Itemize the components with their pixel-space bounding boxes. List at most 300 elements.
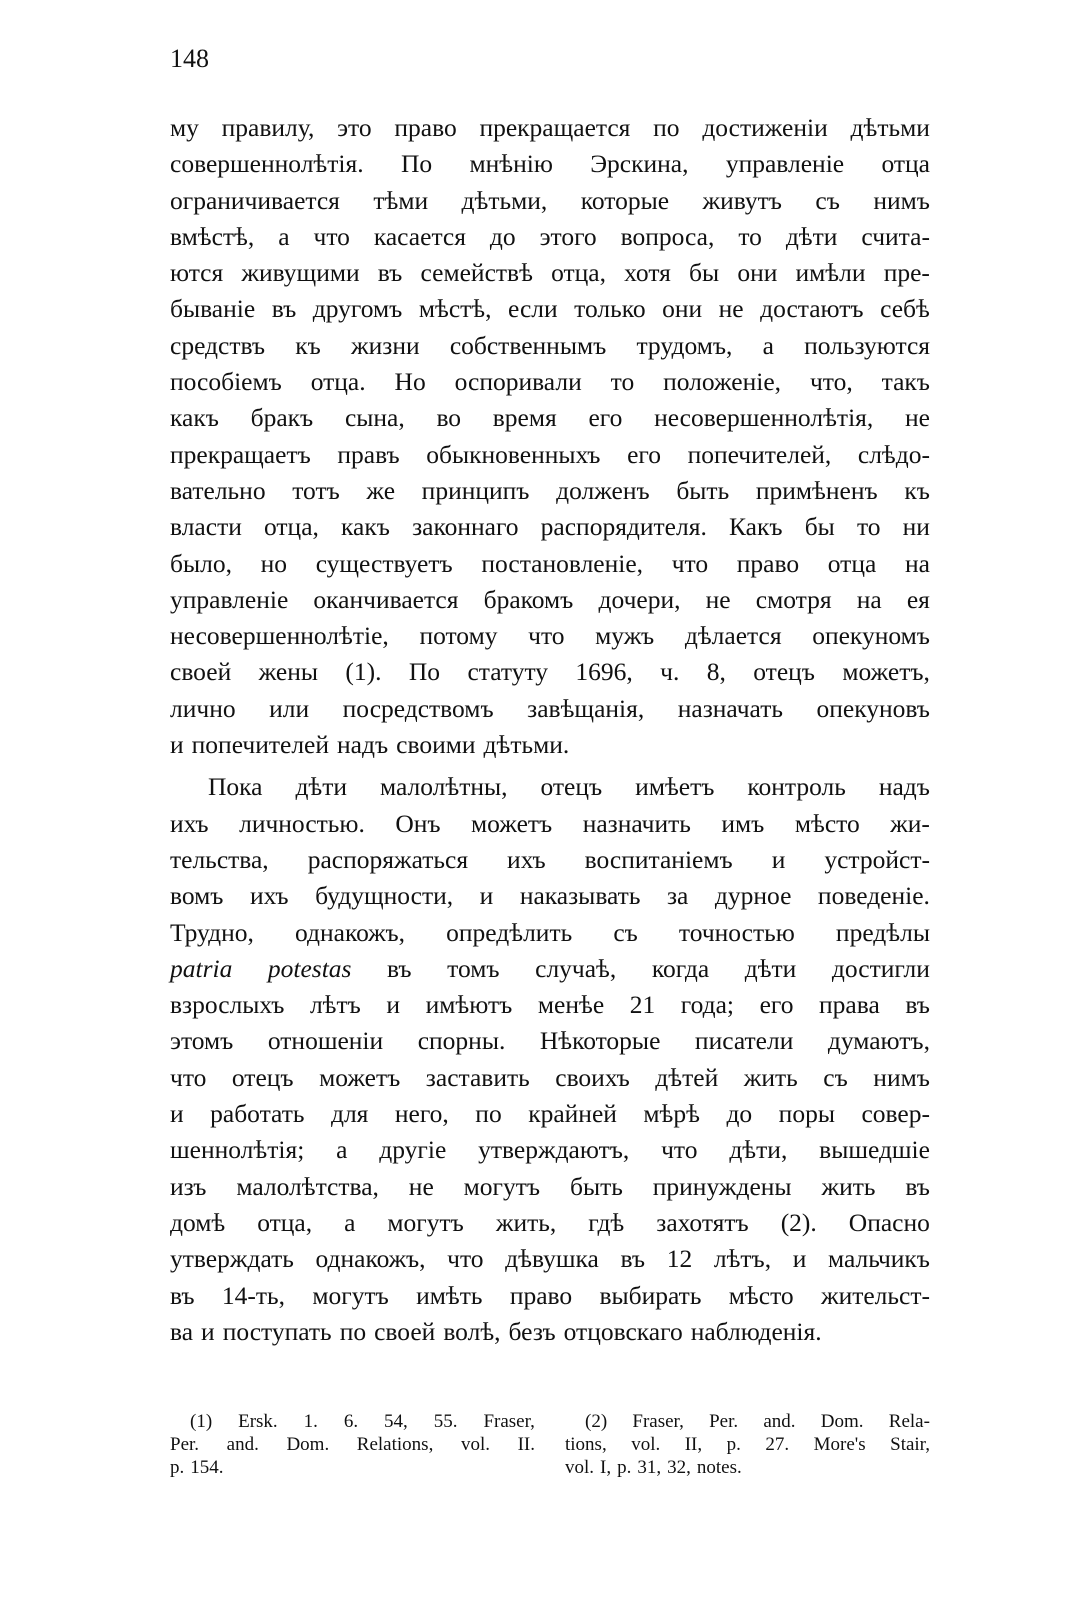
- word: по: [339, 1316, 367, 1346]
- word: мужъ: [595, 621, 655, 651]
- word: за: [666, 881, 689, 911]
- word: право: [736, 548, 800, 578]
- word: По: [400, 149, 433, 179]
- word: Какъ: [728, 512, 783, 542]
- word: дѣти,: [729, 1135, 788, 1165]
- word: и: [201, 1316, 215, 1346]
- word: жизни: [351, 330, 420, 360]
- word: имѣетъ: [635, 772, 715, 802]
- word: сына,: [344, 403, 405, 433]
- word: томъ: [447, 953, 500, 983]
- word: что: [661, 1135, 698, 1165]
- word: (1): [190, 1411, 213, 1432]
- text-line: [170, 400, 930, 436]
- word: и: [792, 1244, 807, 1274]
- word: распоряжаться: [307, 844, 469, 874]
- word: до: [726, 1099, 753, 1129]
- word: средствъ: [170, 330, 266, 360]
- word: мнѣнію: [469, 149, 553, 179]
- word: достаютъ: [760, 294, 864, 324]
- word: къ: [295, 330, 321, 360]
- word: назначать: [677, 693, 783, 723]
- word: мѣсто: [728, 1280, 794, 1310]
- word: что: [671, 548, 709, 578]
- word: II.: [517, 1434, 535, 1455]
- word: дѣвушка: [505, 1244, 599, 1274]
- word: малолѣтства,: [236, 1171, 379, 1201]
- word: вомъ: [170, 881, 224, 911]
- word: своихъ: [555, 1062, 630, 1092]
- word: когда: [651, 953, 710, 983]
- word: не: [718, 294, 744, 324]
- text-line: [170, 546, 930, 582]
- word: дѣлается: [684, 621, 782, 651]
- word: безъ: [508, 1316, 556, 1346]
- word: быванiе: [170, 294, 256, 324]
- word: во: [436, 403, 462, 433]
- word: касается: [373, 221, 466, 251]
- word: время: [492, 403, 557, 433]
- word: въ: [387, 953, 412, 983]
- word: p.: [726, 1434, 741, 1455]
- word: ч.: [660, 657, 680, 687]
- word: вмѣстѣ,: [170, 221, 255, 251]
- word: несовершеннолѣтіе,: [170, 621, 389, 651]
- word: домѣ: [170, 1207, 226, 1237]
- word: право: [394, 113, 457, 142]
- word: на: [904, 548, 930, 578]
- word: захотятъ: [656, 1207, 749, 1237]
- word: такъ: [881, 367, 930, 397]
- word: и: [170, 730, 184, 760]
- word: Пока: [208, 772, 263, 802]
- word: оспоривали: [454, 367, 582, 397]
- word: Ersk.: [238, 1411, 278, 1432]
- text-line: [170, 842, 930, 878]
- word: мѣсто: [794, 808, 860, 838]
- word: законнаго: [412, 512, 519, 542]
- body-text: [170, 110, 930, 1350]
- word: право: [509, 1280, 573, 1310]
- text-line: [170, 1023, 930, 1059]
- word: жить: [821, 1171, 876, 1201]
- word: and.: [226, 1434, 259, 1455]
- word: дѣтьми: [850, 113, 930, 142]
- text-line: [170, 878, 930, 914]
- word: могутъ: [387, 1207, 464, 1237]
- word: не: [705, 584, 731, 614]
- word: отецъ: [753, 657, 815, 687]
- word: (2).: [780, 1207, 817, 1237]
- word: но: [260, 548, 288, 578]
- word: въ: [620, 1244, 646, 1274]
- footnote-line: [565, 1410, 930, 1433]
- word: (1).: [345, 657, 382, 687]
- word: что: [313, 221, 350, 251]
- word: and.: [763, 1411, 796, 1432]
- word: постановленіе,: [481, 548, 644, 578]
- word: дѣти: [744, 953, 797, 983]
- word: его: [627, 439, 661, 469]
- text-line: [170, 654, 930, 690]
- word: отношеніи: [267, 1026, 384, 1056]
- word: завѣщанія,: [527, 693, 645, 723]
- text-line: [170, 437, 930, 473]
- word: Fraser,: [483, 1411, 535, 1432]
- word: vol.: [565, 1457, 595, 1478]
- word: что: [528, 621, 565, 651]
- word: это: [337, 113, 372, 142]
- word: счита-: [861, 221, 930, 251]
- word: этого: [539, 221, 597, 251]
- text-line: [170, 110, 930, 146]
- word: бракъ: [250, 403, 314, 433]
- word: нимъ: [873, 1062, 930, 1092]
- word: ихъ: [507, 844, 546, 874]
- word: Relations,: [356, 1434, 434, 1455]
- footnotes: [170, 1410, 930, 1479]
- text-line: [170, 691, 930, 727]
- word: patria: [170, 953, 233, 983]
- word: potestas: [267, 953, 352, 983]
- word: только: [574, 294, 646, 324]
- word: думаютъ,: [827, 1026, 930, 1056]
- word: несовершеннолѣтія,: [654, 403, 874, 433]
- word: однакожъ,: [295, 917, 406, 947]
- word: опекуномъ: [812, 621, 930, 651]
- word: Опасно: [848, 1207, 930, 1237]
- word: принуждены: [652, 1171, 792, 1201]
- word: 27.: [765, 1434, 790, 1455]
- word: устройст-: [824, 844, 930, 874]
- word: писатели: [694, 1026, 794, 1056]
- word: хотя: [624, 258, 671, 288]
- word: или: [269, 693, 310, 723]
- word: этомъ: [170, 1026, 234, 1056]
- text-line: [170, 727, 930, 763]
- word: 1.: [303, 1411, 318, 1432]
- word: своими: [396, 730, 476, 760]
- text-line: [170, 582, 930, 618]
- word: года;: [680, 990, 734, 1020]
- word: нимъ: [873, 185, 930, 215]
- word: его: [588, 403, 623, 433]
- word: малолѣтны,: [380, 772, 508, 802]
- text-line: [170, 1241, 930, 1277]
- word: не: [904, 403, 930, 433]
- word: отца,: [257, 1207, 313, 1237]
- word: принципъ: [421, 475, 530, 505]
- word: то: [856, 512, 881, 542]
- word: отца: [881, 149, 930, 179]
- word: можетъ,: [842, 657, 930, 687]
- word: мѣрѣ: [643, 1099, 700, 1129]
- word: дочери,: [598, 584, 681, 614]
- word: какъ: [341, 512, 390, 542]
- word: пре-: [883, 258, 930, 288]
- word: быть: [569, 1171, 623, 1201]
- word: отца,: [551, 258, 606, 288]
- word: обыкновенныхъ: [426, 439, 601, 469]
- word: тельства,: [170, 844, 269, 874]
- paragraph: [170, 769, 930, 1350]
- word: къ: [904, 475, 930, 505]
- word: и: [170, 1099, 184, 1129]
- word: крайней: [528, 1099, 617, 1129]
- word: мѣстѣ,: [418, 294, 492, 324]
- word: тѣми: [373, 185, 429, 215]
- footnote-line: [170, 1433, 535, 1456]
- page-number: 148: [170, 44, 209, 73]
- word: примѣненъ: [755, 475, 878, 505]
- word: на: [856, 584, 882, 614]
- word: жить,: [495, 1207, 557, 1237]
- word: было,: [170, 548, 232, 578]
- word: 12: [666, 1244, 693, 1274]
- word: Per.: [709, 1411, 739, 1432]
- word: Онъ: [395, 808, 441, 838]
- word: слѣдо-: [857, 439, 930, 469]
- word: него,: [394, 1099, 449, 1129]
- word: оканчивается: [313, 584, 459, 614]
- word: же: [366, 475, 396, 505]
- text-line: [170, 806, 930, 842]
- word: дѣтей: [655, 1062, 719, 1092]
- text-line: [170, 219, 930, 255]
- word: что: [170, 1062, 207, 1092]
- word: и: [479, 881, 494, 911]
- word: долженъ: [556, 475, 650, 505]
- word: ея: [906, 584, 930, 614]
- word: не: [408, 1171, 434, 1201]
- word: лѣтъ: [309, 990, 361, 1020]
- word: правъ: [337, 439, 400, 469]
- word: семействѣ: [420, 258, 533, 288]
- word: власти: [170, 512, 242, 542]
- word: 8,: [706, 657, 726, 687]
- word: предѣлы: [835, 917, 930, 947]
- word: что: [447, 1244, 484, 1274]
- paragraph: [170, 110, 930, 763]
- word: лѣтъ,: [713, 1244, 772, 1274]
- text-line: [170, 1060, 930, 1096]
- word: vol.: [460, 1434, 490, 1455]
- text-line: [170, 1169, 930, 1205]
- word: Stair,: [890, 1434, 930, 1455]
- word: права: [819, 990, 880, 1020]
- word: а: [762, 330, 774, 360]
- word: какъ: [170, 403, 219, 433]
- text-line: [170, 1096, 930, 1132]
- word: По: [408, 657, 441, 687]
- word: ни: [902, 512, 930, 542]
- word: живущими: [241, 258, 360, 288]
- word: ихъ: [170, 808, 209, 838]
- word: мальчикъ: [828, 1244, 930, 1274]
- word: воспитаніемъ: [584, 844, 733, 874]
- word: шеннолѣтія;: [170, 1135, 305, 1165]
- word: въ: [170, 1280, 195, 1310]
- word: въ: [905, 1171, 930, 1201]
- word: 21: [629, 990, 656, 1020]
- text-line: [170, 291, 930, 327]
- word: а: [336, 1135, 348, 1165]
- word: Rela-: [888, 1411, 930, 1432]
- footnote-line: [565, 1433, 930, 1456]
- word: More's: [813, 1434, 866, 1455]
- word: назначить: [582, 808, 691, 838]
- word: Нѣкоторые: [539, 1026, 661, 1056]
- text-line: [170, 915, 930, 951]
- word: дѣтьми,: [461, 185, 548, 215]
- word: ва: [170, 1316, 194, 1346]
- word: отца.: [310, 367, 366, 397]
- word: vol.: [631, 1434, 661, 1455]
- word: смотря: [755, 584, 832, 614]
- word: жительст-: [820, 1280, 930, 1310]
- word: поступать: [222, 1316, 332, 1346]
- word: случаѣ,: [535, 953, 617, 983]
- text-line: [170, 146, 930, 182]
- word: можетъ: [319, 1062, 401, 1092]
- word: совер-: [861, 1099, 930, 1129]
- text-line: [170, 1278, 930, 1314]
- word: своей: [374, 1316, 436, 1346]
- word: достиженіи: [702, 113, 828, 142]
- word: быть: [676, 475, 730, 505]
- word: отца: [827, 548, 877, 578]
- word: потому: [419, 621, 498, 651]
- word: 31,: [637, 1457, 662, 1478]
- word: поведеніе.: [817, 881, 930, 911]
- word: то: [610, 367, 635, 397]
- text-line: [170, 473, 930, 509]
- word: въ: [377, 258, 403, 288]
- word: если: [508, 294, 558, 324]
- word: взрослыхъ: [170, 990, 285, 1020]
- footnote-line: [565, 1456, 930, 1479]
- word: утверждаютъ,: [478, 1135, 630, 1165]
- word: управленіе: [170, 584, 289, 614]
- word: отца,: [264, 512, 319, 542]
- word: пользуются: [804, 330, 930, 360]
- word: собственнымъ: [449, 330, 607, 360]
- word: I,: [600, 1457, 612, 1478]
- word: спорны.: [417, 1026, 506, 1056]
- word: надъ: [337, 730, 389, 760]
- word: имѣютъ: [425, 990, 513, 1020]
- word: распорядителя.: [540, 512, 707, 542]
- word: дѣтьми.: [483, 730, 570, 760]
- word: правилу,: [221, 113, 315, 142]
- word: въ: [905, 990, 930, 1020]
- text-line: [170, 1205, 930, 1241]
- word: а: [278, 221, 290, 251]
- word: 55.: [433, 1411, 458, 1432]
- word: прекращается: [479, 113, 631, 142]
- word: 14-ть,: [221, 1280, 286, 1310]
- word: ограничивается: [170, 185, 340, 215]
- word: менѣе: [537, 990, 605, 1020]
- word: изъ: [170, 1171, 207, 1201]
- word: отцовскаго: [563, 1316, 683, 1346]
- word: поры: [778, 1099, 835, 1129]
- word: то: [738, 221, 762, 251]
- word: му: [170, 113, 199, 142]
- word: Dom.: [286, 1434, 330, 1455]
- footnote-line: [170, 1456, 535, 1479]
- text-line: [170, 1132, 930, 1168]
- word: жить: [743, 1062, 798, 1092]
- word: ихъ: [249, 881, 289, 911]
- word: 32,: [667, 1457, 691, 1478]
- word: можетъ: [471, 808, 553, 838]
- word: Но: [394, 367, 426, 397]
- footnote-1: [170, 1410, 535, 1479]
- word: вопроса,: [620, 221, 715, 251]
- word: 6.: [343, 1411, 359, 1432]
- word: работать: [210, 1099, 305, 1129]
- word: по: [653, 113, 680, 142]
- text-line: [170, 509, 930, 545]
- word: своей: [170, 657, 232, 687]
- word: съ: [823, 1062, 848, 1092]
- text-line: [170, 1314, 930, 1350]
- word: съ: [815, 185, 840, 215]
- word: прекращаетъ: [170, 439, 311, 469]
- word: отецъ: [540, 772, 603, 802]
- word: 54,: [384, 1411, 408, 1432]
- word: отецъ: [231, 1062, 294, 1092]
- word: въ: [271, 294, 297, 324]
- word: p.: [617, 1457, 632, 1478]
- word: будущности,: [315, 881, 454, 911]
- word: его: [759, 990, 794, 1020]
- word: живутъ: [702, 185, 782, 215]
- word: лично: [170, 693, 236, 723]
- word: статуту: [467, 657, 548, 687]
- footnote-line: [170, 1410, 535, 1433]
- word: дурное: [714, 881, 792, 911]
- word: 154.: [190, 1457, 224, 1478]
- word: по: [475, 1099, 502, 1129]
- footnote-2: [565, 1410, 930, 1479]
- word: (2): [585, 1411, 608, 1432]
- word: для: [330, 1099, 369, 1129]
- word: они: [662, 294, 703, 324]
- word: другіе: [379, 1135, 447, 1165]
- word: попечителей: [191, 730, 330, 760]
- text-line: [170, 364, 930, 400]
- word: что,: [809, 367, 853, 397]
- word: вышедшіе: [819, 1135, 930, 1165]
- word: трудомъ,: [636, 330, 733, 360]
- word: дѣти: [785, 221, 838, 251]
- word: которые: [580, 185, 670, 215]
- word: имѣть: [416, 1280, 483, 1310]
- word: гдѣ: [588, 1207, 625, 1237]
- word: опекуновъ: [816, 693, 930, 723]
- word: могутъ: [463, 1171, 541, 1201]
- word: бы: [689, 258, 720, 288]
- word: тотъ: [292, 475, 340, 505]
- word: они: [737, 258, 778, 288]
- word: заставить: [425, 1062, 530, 1092]
- word: другомъ: [312, 294, 403, 324]
- word: пособіемъ: [170, 367, 282, 397]
- text-line: [170, 951, 930, 987]
- word: совершеннолѣтія.: [170, 149, 364, 179]
